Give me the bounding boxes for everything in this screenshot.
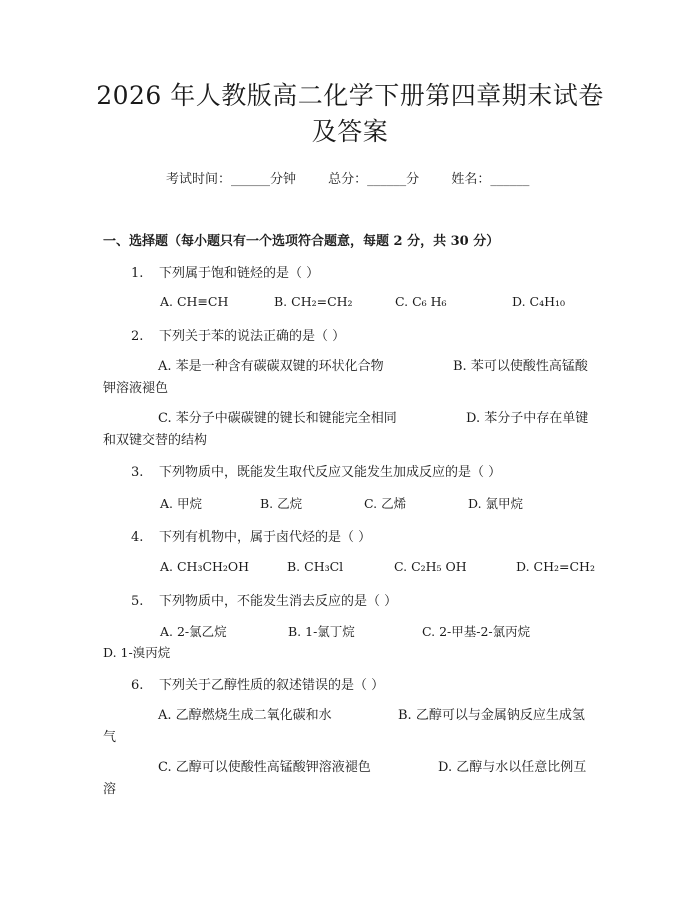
- page-title: [0, 78, 700, 150]
- question-text: 下列关于乙醇性质的叙述错误的是（ ）: [159, 678, 385, 693]
- title-line-2: 及答案: [311, 117, 389, 146]
- option-a: A. CH₃CH₂OH: [160, 559, 250, 574]
- title-line-1: 2026 年人教版高二化学下册第四章期末试卷: [96, 81, 604, 110]
- option-b: B. 乙醇可以与金属钠反应生成氢: [398, 708, 585, 723]
- question-number: 3.: [131, 465, 144, 480]
- question-2-options-ab: [103, 356, 603, 400]
- option-c: C. 乙醇可以使酸性高锰酸钾溶液褪色: [158, 760, 371, 775]
- option-b: B. 乙烷: [260, 496, 303, 511]
- question-text: 下列物质中，既能发生取代反应又能发生加成反应的是（ ）: [159, 465, 502, 480]
- option-c: C. 苯分子中碳碳键的键长和键能完全相同: [158, 411, 397, 426]
- option-a: A. 乙醇燃烧生成二氧化碳和水: [158, 708, 332, 723]
- question-6-options-cd: [103, 757, 603, 801]
- option-c: C. 乙烯: [364, 496, 407, 511]
- option-b: B. CH₃Cl: [287, 559, 344, 574]
- option-c: C. C₆ H₆: [395, 294, 447, 309]
- question-6-options-ab: [103, 705, 603, 749]
- option-a: A. 2-氯乙烷: [160, 624, 227, 639]
- option-a: A. CH≡CH: [160, 294, 229, 309]
- question-5: [131, 590, 397, 609]
- question-text: 下列物质中，不能发生消去反应的是（ ）: [159, 594, 398, 609]
- question-1: [131, 262, 319, 281]
- section-heading: 一、选择题（每小题只有一个选项符合题意，每题 2 分，共 30 分）: [103, 234, 500, 249]
- option-a: A. 苯是一种含有碳碳双键的环状化合物: [158, 359, 384, 374]
- option-d: D. CH₂=CH₂: [516, 559, 595, 574]
- question-number: 2.: [131, 329, 144, 344]
- option-c: C. 2-甲基-2-氯丙烷: [422, 624, 531, 639]
- option-d: D. 苯分子中存在单键: [466, 411, 589, 426]
- option-d-continued: 溶: [103, 782, 117, 797]
- question-text: 下列关于苯的说法正确的是（ ）: [159, 329, 346, 344]
- option-b: B. CH₂=CH₂: [274, 294, 353, 309]
- option-d-continued: 和双键交替的结构: [103, 433, 208, 448]
- question-number: 1.: [131, 266, 144, 281]
- option-c: C. C₂H₅ OH: [394, 559, 467, 574]
- option-d: D. 1-溴丙烷: [103, 645, 171, 660]
- option-b-continued: 钾溶液褪色: [103, 381, 169, 396]
- student-name: 姓名：______: [451, 172, 530, 187]
- option-d: D. C₄H₁₀: [512, 294, 566, 309]
- option-a: A. 甲烷: [160, 496, 202, 511]
- question-3: [131, 461, 501, 480]
- option-b: B. 1-氯丁烷: [288, 624, 355, 639]
- exam-time: 考试时间：______分钟: [166, 172, 297, 187]
- question-2: [131, 325, 345, 344]
- question-2-options-cd: [103, 408, 603, 452]
- question-number: 5.: [131, 594, 144, 609]
- option-d: D. 乙醇与水以任意比例互: [438, 760, 587, 775]
- question-6: [131, 674, 384, 693]
- option-b: B. 苯可以使酸性高锰酸: [453, 359, 588, 374]
- exam-score: 总分：______分: [328, 172, 420, 187]
- question-4: [131, 526, 371, 545]
- question-text: 下列属于饱和链烃的是（ ）: [159, 266, 320, 281]
- question-text: 下列有机物中，属于卤代烃的是（ ）: [159, 530, 372, 545]
- option-b-continued: 气: [103, 730, 117, 745]
- option-d: D. 氯甲烷: [468, 496, 524, 511]
- question-number: 6.: [131, 678, 144, 693]
- exam-meta: [166, 168, 529, 187]
- question-number: 4.: [131, 530, 144, 545]
